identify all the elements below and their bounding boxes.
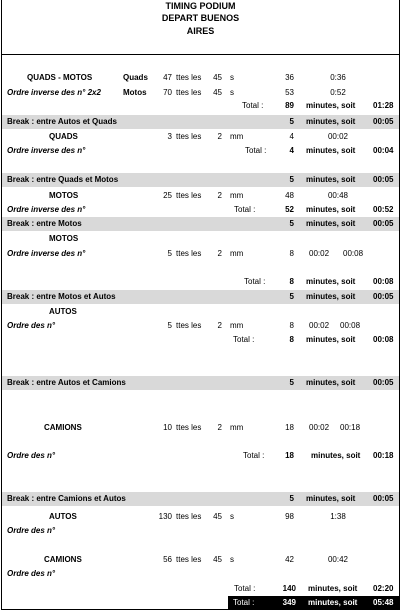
row-interval: 45 [213, 73, 222, 82]
row-interval: 2 [217, 423, 222, 432]
row-unit: mm [230, 321, 244, 330]
row-break-motos-autos [2, 290, 399, 304]
break-unit: minutes, soit [306, 494, 356, 503]
total-value: 89 [285, 101, 294, 110]
break-value: 5 [289, 494, 294, 503]
row-interval: 2 [217, 249, 222, 258]
total-label: Total : [234, 205, 256, 214]
row-ttes: ttes les [176, 249, 202, 258]
row-label: QUADS [49, 132, 78, 141]
total-value: 8 [289, 335, 294, 344]
row-unit: s [230, 512, 234, 521]
row-motos-2-order [2, 247, 399, 261]
row-unit: mm [230, 249, 244, 258]
total-label: Total : [243, 451, 265, 460]
break-unit: minutes, soit [306, 292, 356, 301]
grand-total-unit: minutes, soit [308, 598, 358, 607]
total-value: 140 [282, 584, 296, 593]
row-time-b: 00:08 [340, 321, 361, 330]
total-time: 00:18 [373, 451, 394, 460]
row-break-quads-motos [2, 173, 399, 187]
row-ttes: ttes les [176, 321, 202, 330]
row-ttes: ttes les [176, 191, 202, 200]
row-category: Quads [123, 73, 148, 82]
break-time: 00:05 [373, 175, 394, 184]
break-value: 5 [289, 175, 294, 184]
row-minutes: 53 [285, 88, 294, 97]
row-break-autos-camions [2, 376, 399, 390]
grand-total-time: 05:48 [373, 598, 394, 607]
row-ttes: ttes les [176, 423, 202, 432]
row-unit: s [230, 88, 234, 97]
row-ttes: ttes les [176, 512, 202, 521]
title-line-3: AIRES [186, 26, 215, 36]
break-unit: minutes, soit [306, 378, 356, 387]
title-line-2: DEPART BUENOS [161, 13, 240, 23]
break-unit: minutes, soit [306, 175, 356, 184]
break-label: Break : entre Camions et Autos [7, 494, 126, 503]
row-label: MOTOS [49, 234, 79, 243]
break-time: 00:05 [373, 117, 394, 126]
timing-sheet [1, 0, 400, 610]
break-label: Break : entre Autos et Camions [7, 378, 126, 387]
row-autos-1-order [2, 319, 399, 333]
row-total-autos-1 [2, 333, 399, 347]
row-unit: s [230, 555, 234, 564]
row-category: Motos [123, 88, 147, 97]
row-count: 130 [158, 512, 172, 521]
row-grand-total [228, 596, 400, 610]
row-label: Ordre inverse des n° 2x2 [7, 88, 101, 97]
break-time: 00:05 [373, 378, 394, 387]
total-time: 02:20 [373, 584, 394, 593]
row-label: AUTOS [49, 512, 77, 521]
row-camions-1-order [2, 449, 399, 463]
row-break-autos-quads [2, 115, 399, 129]
break-label: Break : entre Motos [7, 219, 82, 228]
row-minutes: 8 [289, 321, 294, 330]
row-time: 0:36 [330, 73, 346, 82]
row-label: AUTOS [49, 307, 77, 316]
break-time: 00:05 [373, 494, 394, 503]
title-line-1: TIMING PODIUM [165, 1, 236, 11]
row-total-last [2, 582, 399, 596]
row-time: 0:52 [330, 88, 346, 97]
row-count: 70 [163, 88, 172, 97]
row-autos-1 [2, 305, 399, 319]
total-label: Total : [245, 146, 267, 155]
total-label: Total : [242, 101, 264, 110]
row-ttes: ttes les [176, 555, 202, 564]
row-label: Ordre des n° [7, 526, 56, 535]
total-value: 18 [285, 451, 294, 460]
total-time: 00:08 [373, 335, 394, 344]
row-count: 5 [167, 321, 172, 330]
row-count: 25 [163, 191, 172, 200]
total-value: 8 [289, 277, 294, 286]
row-camions-1 [2, 421, 399, 435]
row-time: 1:38 [330, 512, 346, 521]
break-value: 5 [289, 378, 294, 387]
row-motos-1-order [2, 203, 399, 217]
row-label: Ordre des n° [7, 321, 56, 330]
row-minutes: 36 [285, 73, 294, 82]
row-label: CAMIONS [44, 423, 82, 432]
row-total-motos-2 [2, 275, 399, 289]
row-label: Ordre inverse des n° [7, 249, 86, 258]
grand-total-value: 349 [282, 598, 296, 607]
row-label: Ordre inverse des n° [7, 205, 86, 214]
row-label: Ordre inverse des n° [7, 146, 86, 155]
row-quads-order [2, 144, 399, 158]
total-unit: minutes, soit [306, 277, 356, 286]
row-time: 00:48 [327, 191, 349, 200]
row-minutes: 4 [289, 132, 294, 141]
row-unit: mm [230, 191, 244, 200]
total-unit: minutes, soit [306, 146, 356, 155]
row-unit: mm [230, 423, 244, 432]
row-time-a: 00:02 [309, 423, 330, 432]
row-unit: s [230, 73, 234, 82]
row-time-b: 00:08 [343, 249, 364, 258]
row-label: CAMIONS [44, 555, 82, 564]
break-unit: minutes, soit [306, 117, 356, 126]
row-break-camions-autos [2, 492, 399, 506]
total-label: Total : [244, 277, 266, 286]
total-time: 00:04 [373, 146, 394, 155]
row-ttes: ttes les [176, 88, 202, 97]
total-unit: minutes, soit [306, 335, 356, 344]
row-autos-2-order [2, 524, 399, 538]
row-motos-2 [2, 232, 399, 246]
row-label: QUADS - MOTOS [27, 73, 93, 82]
row-count: 3 [167, 132, 172, 141]
row-label: MOTOS [49, 191, 79, 200]
total-value: 4 [289, 146, 294, 155]
row-count: 5 [167, 249, 172, 258]
break-unit: minutes, soit [306, 219, 356, 228]
row-break-motos [2, 217, 399, 231]
break-time: 00:05 [373, 292, 394, 301]
grand-total-label: Total : [233, 598, 255, 607]
row-unit: mm [230, 132, 244, 141]
row-count: 10 [163, 423, 172, 432]
row-order-2x2 [2, 86, 399, 100]
row-camions-2-order [2, 567, 399, 581]
break-value: 5 [289, 117, 294, 126]
total-value: 52 [285, 205, 294, 214]
total-label: Total : [233, 335, 255, 344]
row-interval: 2 [217, 321, 222, 330]
total-unit: minutes, soit [308, 584, 358, 593]
row-interval: 45 [213, 88, 222, 97]
break-label: Break : entre Motos et Autos [7, 292, 116, 301]
total-label: Total : [234, 584, 256, 593]
total-time: 01:28 [373, 101, 394, 110]
row-motos-1 [2, 189, 399, 203]
row-autos-2 [2, 510, 399, 524]
total-time: 00:52 [373, 205, 394, 214]
break-value: 5 [289, 219, 294, 228]
row-camions-2 [2, 553, 399, 567]
row-count: 56 [163, 555, 172, 564]
row-time: 00:02 [327, 132, 349, 141]
row-minutes: 18 [285, 423, 294, 432]
row-count: 47 [163, 73, 172, 82]
total-unit: minutes, soit [311, 451, 361, 460]
break-label: Break : entre Autos et Quads [7, 117, 117, 126]
row-minutes: 8 [289, 249, 294, 258]
total-time: 00:08 [373, 277, 394, 286]
row-ttes: ttes les [176, 132, 202, 141]
title-divider [2, 54, 399, 55]
row-quads [2, 130, 399, 144]
row-minutes: 42 [285, 555, 294, 564]
row-ttes: ttes les [176, 73, 202, 82]
break-time: 00:05 [373, 219, 394, 228]
row-minutes: 98 [285, 512, 294, 521]
row-interval: 2 [217, 191, 222, 200]
row-interval: 45 [213, 555, 222, 564]
row-label: Ordre des n° [7, 569, 56, 578]
row-time: 00:42 [327, 555, 349, 564]
break-value: 5 [289, 292, 294, 301]
row-time-a: 00:02 [309, 321, 330, 330]
row-label: Ordre des n° [7, 451, 56, 460]
row-minutes: 48 [285, 191, 294, 200]
row-time-a: 00:02 [309, 249, 330, 258]
row-interval: 2 [217, 132, 222, 141]
break-label: Break : entre Quads et Motos [7, 175, 119, 184]
row-quads-motos [2, 71, 399, 85]
row-time-b: 00:18 [340, 423, 361, 432]
row-interval: 45 [213, 512, 222, 521]
row-total-1 [2, 99, 399, 113]
total-unit: minutes, soit [306, 205, 356, 214]
total-unit: minutes, soit [306, 101, 356, 110]
